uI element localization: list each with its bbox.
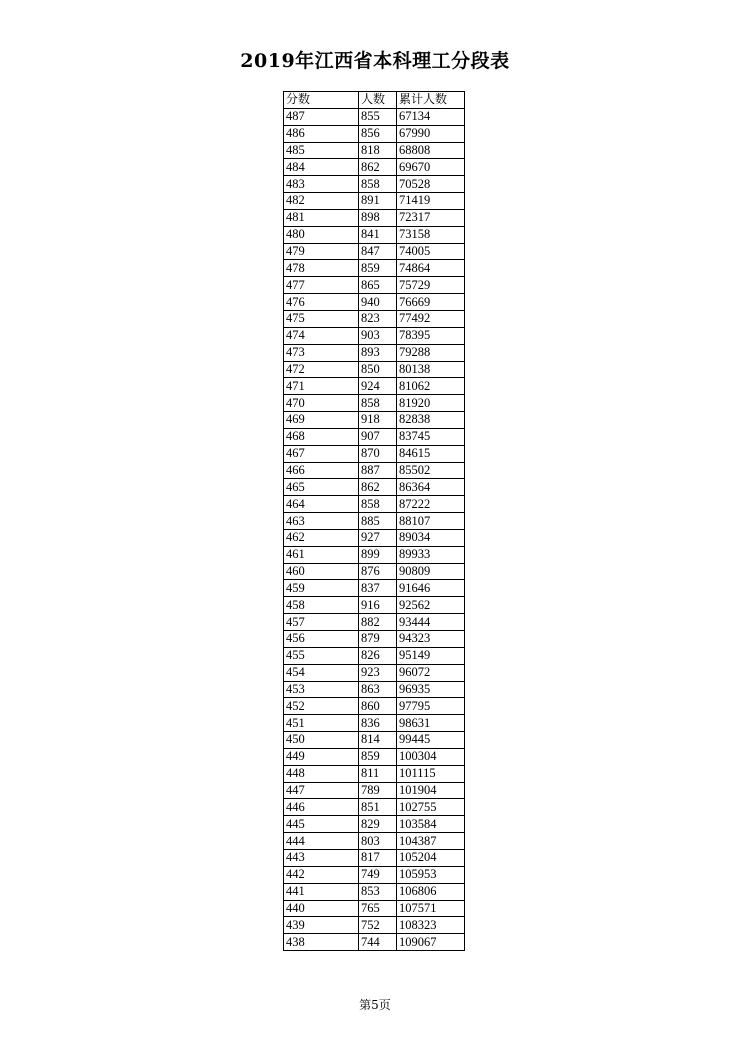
- table-row: [284, 715, 465, 732]
- cell-score: 447: [284, 782, 359, 799]
- table-row: [284, 833, 465, 850]
- cell-count: 887: [359, 462, 397, 479]
- cell-score: 486: [284, 125, 359, 142]
- cell-cumulative: 78395: [397, 327, 465, 344]
- cell-count: 891: [359, 193, 397, 210]
- cell-score: 487: [284, 108, 359, 125]
- cell-score: 460: [284, 563, 359, 580]
- table-row: [284, 125, 465, 142]
- cell-score: 465: [284, 479, 359, 496]
- cell-score: 485: [284, 142, 359, 159]
- cell-count: 752: [359, 917, 397, 934]
- cell-cumulative: 84615: [397, 445, 465, 462]
- cell-count: 858: [359, 496, 397, 513]
- cell-score: 461: [284, 546, 359, 563]
- cell-score: 476: [284, 294, 359, 311]
- cell-score: 443: [284, 849, 359, 866]
- cell-score: 479: [284, 243, 359, 260]
- cell-score: 464: [284, 496, 359, 513]
- cell-cumulative: 69670: [397, 159, 465, 176]
- cell-count: 765: [359, 900, 397, 917]
- cell-count: 893: [359, 344, 397, 361]
- table-row: [284, 445, 465, 462]
- cell-cumulative: 104387: [397, 833, 465, 850]
- cell-score: 442: [284, 866, 359, 883]
- table-row: [284, 681, 465, 698]
- table-row: [284, 108, 465, 125]
- cell-cumulative: 109067: [397, 934, 465, 951]
- table-row: [284, 765, 465, 782]
- cell-cumulative: 101115: [397, 765, 465, 782]
- cell-count: 862: [359, 159, 397, 176]
- cell-cumulative: 67990: [397, 125, 465, 142]
- table-row: [284, 361, 465, 378]
- cell-score: 454: [284, 664, 359, 681]
- header-score: 分数: [284, 92, 359, 109]
- cell-cumulative: 68808: [397, 142, 465, 159]
- cell-score: 480: [284, 226, 359, 243]
- cell-count: 853: [359, 883, 397, 900]
- cell-count: 862: [359, 479, 397, 496]
- table-row: [284, 647, 465, 664]
- cell-cumulative: 77492: [397, 310, 465, 327]
- cell-count: 918: [359, 412, 397, 429]
- table-row: [284, 849, 465, 866]
- table-row: [284, 866, 465, 883]
- cell-cumulative: 74005: [397, 243, 465, 260]
- table-row: [284, 934, 465, 951]
- cell-cumulative: 96935: [397, 681, 465, 698]
- table-row: [284, 327, 465, 344]
- cell-score: 448: [284, 765, 359, 782]
- table-row: [284, 193, 465, 210]
- cell-score: 457: [284, 614, 359, 631]
- cell-cumulative: 76669: [397, 294, 465, 311]
- cell-score: 458: [284, 597, 359, 614]
- cell-score: 441: [284, 883, 359, 900]
- cell-score: 469: [284, 412, 359, 429]
- table-row: [284, 799, 465, 816]
- page-number: 第5页: [359, 998, 391, 1012]
- cell-count: 837: [359, 580, 397, 597]
- cell-cumulative: 80138: [397, 361, 465, 378]
- cell-cumulative: 79288: [397, 344, 465, 361]
- cell-count: 859: [359, 748, 397, 765]
- table-row: [284, 563, 465, 580]
- table-row: [284, 597, 465, 614]
- cell-score: 472: [284, 361, 359, 378]
- table-row: [284, 344, 465, 361]
- cell-count: 907: [359, 428, 397, 445]
- cell-count: 927: [359, 529, 397, 546]
- cell-count: 847: [359, 243, 397, 260]
- cell-count: 940: [359, 294, 397, 311]
- cell-score: 451: [284, 715, 359, 732]
- cell-cumulative: 90809: [397, 563, 465, 580]
- table-row: [284, 816, 465, 833]
- cell-count: 923: [359, 664, 397, 681]
- cell-cumulative: 103584: [397, 816, 465, 833]
- cell-cumulative: 100304: [397, 748, 465, 765]
- table-row: [284, 546, 465, 563]
- cell-count: 882: [359, 614, 397, 631]
- table-row: [284, 243, 465, 260]
- cell-score: 470: [284, 395, 359, 412]
- table-row: [284, 917, 465, 934]
- cell-score: 471: [284, 378, 359, 395]
- table-row: [284, 748, 465, 765]
- table-row: [284, 395, 465, 412]
- table-row: [284, 782, 465, 799]
- cell-count: 749: [359, 866, 397, 883]
- table-row: [284, 883, 465, 900]
- cell-cumulative: 106806: [397, 883, 465, 900]
- cell-score: 439: [284, 917, 359, 934]
- cell-cumulative: 82838: [397, 412, 465, 429]
- table-row: [284, 310, 465, 327]
- cell-score: 474: [284, 327, 359, 344]
- cell-cumulative: 81062: [397, 378, 465, 395]
- cell-score: 445: [284, 816, 359, 833]
- cell-score: 473: [284, 344, 359, 361]
- cell-score: 463: [284, 513, 359, 530]
- table-row: [284, 428, 465, 445]
- header-count: 人数: [359, 92, 397, 109]
- cell-cumulative: 83745: [397, 428, 465, 445]
- table-row: [284, 513, 465, 530]
- cell-cumulative: 89034: [397, 529, 465, 546]
- cell-score: 467: [284, 445, 359, 462]
- cell-count: 865: [359, 277, 397, 294]
- cell-cumulative: 105953: [397, 866, 465, 883]
- cell-cumulative: 92562: [397, 597, 465, 614]
- table-row: [284, 479, 465, 496]
- table-row: [284, 226, 465, 243]
- cell-count: 916: [359, 597, 397, 614]
- cell-count: 826: [359, 647, 397, 664]
- cell-count: 856: [359, 125, 397, 142]
- table-row: [284, 277, 465, 294]
- cell-score: 477: [284, 277, 359, 294]
- cell-cumulative: 73158: [397, 226, 465, 243]
- cell-count: 876: [359, 563, 397, 580]
- cell-count: 851: [359, 799, 397, 816]
- cell-cumulative: 67134: [397, 108, 465, 125]
- cell-cumulative: 101904: [397, 782, 465, 799]
- cell-count: 858: [359, 176, 397, 193]
- cell-cumulative: 70528: [397, 176, 465, 193]
- cell-count: 803: [359, 833, 397, 850]
- cell-score: 462: [284, 529, 359, 546]
- cell-count: 817: [359, 849, 397, 866]
- cell-score: 455: [284, 647, 359, 664]
- score-distribution-table: [283, 91, 465, 951]
- table-row: [284, 580, 465, 597]
- table-row: [284, 529, 465, 546]
- cell-cumulative: 71419: [397, 193, 465, 210]
- cell-score: 450: [284, 732, 359, 749]
- cell-cumulative: 97795: [397, 698, 465, 715]
- cell-cumulative: 94323: [397, 631, 465, 648]
- cell-cumulative: 105204: [397, 849, 465, 866]
- table-row: [284, 614, 465, 631]
- table-row: [284, 664, 465, 681]
- cell-count: 823: [359, 310, 397, 327]
- cell-cumulative: 93444: [397, 614, 465, 631]
- cell-cumulative: 108323: [397, 917, 465, 934]
- cell-score: 449: [284, 748, 359, 765]
- cell-cumulative: 96072: [397, 664, 465, 681]
- cell-cumulative: 91646: [397, 580, 465, 597]
- cell-count: 829: [359, 816, 397, 833]
- cell-count: 885: [359, 513, 397, 530]
- cell-count: 744: [359, 934, 397, 951]
- cell-cumulative: 89933: [397, 546, 465, 563]
- table-row: [284, 209, 465, 226]
- cell-count: 859: [359, 260, 397, 277]
- table-row: [284, 176, 465, 193]
- cell-score: 484: [284, 159, 359, 176]
- cell-count: 860: [359, 698, 397, 715]
- cell-cumulative: 81920: [397, 395, 465, 412]
- table-row: [284, 900, 465, 917]
- cell-count: 850: [359, 361, 397, 378]
- page-title: 2019年江西省本科理工分段表: [240, 50, 510, 72]
- cell-count: 898: [359, 209, 397, 226]
- table-row: [284, 294, 465, 311]
- cell-count: 899: [359, 546, 397, 563]
- cell-score: 440: [284, 900, 359, 917]
- table-row: [284, 412, 465, 429]
- cell-score: 466: [284, 462, 359, 479]
- cell-score: 481: [284, 209, 359, 226]
- cell-score: 468: [284, 428, 359, 445]
- cell-count: 924: [359, 378, 397, 395]
- header-cumulative: 累计人数: [397, 92, 465, 109]
- cell-count: 903: [359, 327, 397, 344]
- cell-score: 459: [284, 580, 359, 597]
- cell-cumulative: 88107: [397, 513, 465, 530]
- table-row: [284, 142, 465, 159]
- table-row: [284, 260, 465, 277]
- cell-score: 478: [284, 260, 359, 277]
- cell-score: 438: [284, 934, 359, 951]
- cell-count: 863: [359, 681, 397, 698]
- table-row: [284, 378, 465, 395]
- cell-cumulative: 98631: [397, 715, 465, 732]
- cell-count: 811: [359, 765, 397, 782]
- table-row: [284, 698, 465, 715]
- cell-score: 446: [284, 799, 359, 816]
- cell-count: 789: [359, 782, 397, 799]
- table-row: [284, 732, 465, 749]
- cell-count: 870: [359, 445, 397, 462]
- cell-count: 818: [359, 142, 397, 159]
- table-header-row: [284, 92, 465, 109]
- cell-cumulative: 99445: [397, 732, 465, 749]
- cell-count: 841: [359, 226, 397, 243]
- cell-count: 858: [359, 395, 397, 412]
- table-row: [284, 631, 465, 648]
- cell-score: 444: [284, 833, 359, 850]
- table-row: [284, 462, 465, 479]
- cell-score: 453: [284, 681, 359, 698]
- cell-cumulative: 85502: [397, 462, 465, 479]
- cell-cumulative: 95149: [397, 647, 465, 664]
- cell-cumulative: 72317: [397, 209, 465, 226]
- cell-cumulative: 75729: [397, 277, 465, 294]
- cell-count: 855: [359, 108, 397, 125]
- cell-cumulative: 87222: [397, 496, 465, 513]
- cell-score: 452: [284, 698, 359, 715]
- cell-count: 879: [359, 631, 397, 648]
- cell-score: 483: [284, 176, 359, 193]
- cell-score: 475: [284, 310, 359, 327]
- cell-cumulative: 102755: [397, 799, 465, 816]
- table-row: [284, 496, 465, 513]
- cell-cumulative: 107571: [397, 900, 465, 917]
- cell-score: 456: [284, 631, 359, 648]
- table-row: [284, 159, 465, 176]
- cell-count: 814: [359, 732, 397, 749]
- cell-cumulative: 86364: [397, 479, 465, 496]
- cell-cumulative: 74864: [397, 260, 465, 277]
- cell-score: 482: [284, 193, 359, 210]
- cell-count: 836: [359, 715, 397, 732]
